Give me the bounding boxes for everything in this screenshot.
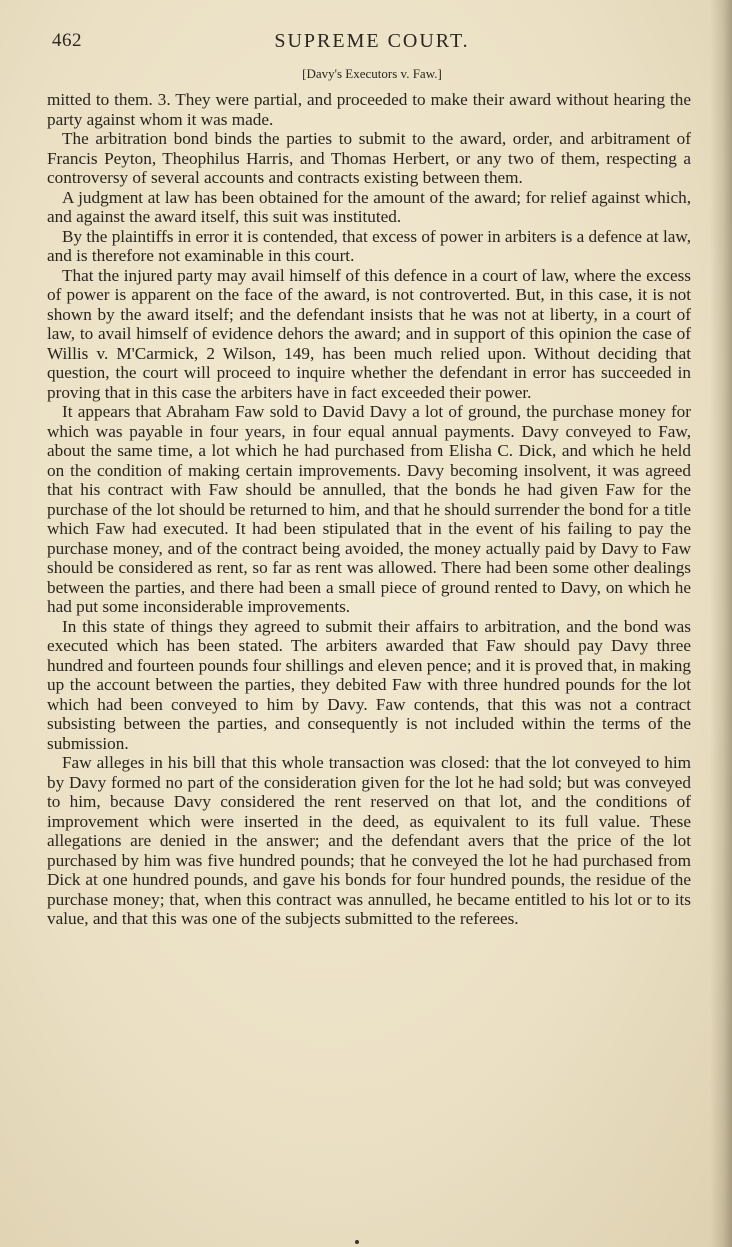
ink-speck (355, 1240, 359, 1244)
paragraph-plaintiffs-contention: By the plaintiffs in error it is contended, that excess of power in arbiters is a defence at law, and is therefore not examinable in this court. (47, 226, 691, 265)
paragraph-facts-of-sale: It appears that Abraham Faw sold to David Davy a lot of ground, the purchase money for which was payable in four years, in four equal annual payments. Davy conveyed to Faw, about the same time, a lot which he had purchased from Elisha C. Dick, and which he held on the condition of making certain improvements. Davy becoming insolvent, it was agreed that his contract with Faw should be annulled, that the bonds he had given Faw for the purchase of the lot should be returned to him, and that he should surrender the bond for a title which Faw had executed. It had been stipulated that in the event of his failing to pay the purchase money, and of the contract being avoided, the money actually paid by Davy to Faw should be considered as rent, so far as rent was allowed. There had been some other dealings between the parties, and there had been a small piece of ground rented to Davy, on which he had put some inconsiderable improvements. (47, 402, 691, 616)
running-title: SUPREME COURT. (274, 30, 470, 52)
case-caption: [Davy's Executors v. Faw.] (302, 66, 442, 81)
body-text (47, 90, 691, 929)
paragraph-faw-allegations: Faw alleges in his bill that this whole transaction was closed: that the lot conveyed to him by Davy formed no part of the consideration given for the lot he had sold; but was conveyed to him, because Davy considered the rent reserved on that lot, and the conditions of improvement which were inserted in the deed, as equivalent to its full value. These allegations are denied in the answer; and the defendant avers that the price of the lot purchased by him was five hundred pounds; that he conveyed the lot he had purchased from Dick at one hundred pounds, and gave his bonds for four hundred pounds, the residue of the purchase money; that, when this contract was annulled, he became entitled to his lot or to its value, and that this was one of the subjects submitted to the referees. (47, 753, 691, 928)
paragraph-judgment-at-law: A judgment at law has been obtained for the amount of the award; for relief against which, and against the award itself, this suit was instituted. (47, 187, 691, 226)
paragraph-continuation: mitted to them. 3. They were partial, and proceeded to make their award without hearing the party against whom it was made. (47, 90, 691, 129)
paragraph-arbitration-bond: The arbitration bond binds the parties to submit to the award, order, and arbitrament of Francis Peyton, Theophilus Harris, and Thomas Herbert, or any two of them, respecting a controversy of several accounts and contracts existing between them. (47, 129, 691, 187)
paragraph-excess-of-power: That the injured party may avail himself of this defence in a court of law, where the excess of power is apparent on the face of the award, is not controverted. But, in this case, it is not shown by the award itself; and the defendant insists that he was not at liberty, in a court of law, to avail himself of evidence dehors the award; and in support of this opinion the case of Willis v. M'Carmick, 2 Wilson, 149, has been much relied upon. Without deciding that question, the court will proceed to inquire whether the defendant in error has succeeded in proving that in this case the arbiters have in fact exceeded their power. (47, 265, 691, 402)
page-gutter-shadow (710, 0, 732, 1247)
page-number: 462 (52, 30, 82, 51)
running-head (52, 30, 692, 54)
paragraph-arbitration-award: In this state of things they agreed to submit their affairs to arbitration, and the bond was executed which has been stated. The arbiters awarded that Faw should pay Davy three hundred and fourteen pounds four shillings and eleven pence; and it is proved that, in making up the account between the parties, they debited Faw with three hundred pounds for the lot which had been conveyed to him by Davy. Faw contends, that this was not a contract subsisting between the parties, and consequently is not included within the terms of the submission. (47, 616, 691, 753)
